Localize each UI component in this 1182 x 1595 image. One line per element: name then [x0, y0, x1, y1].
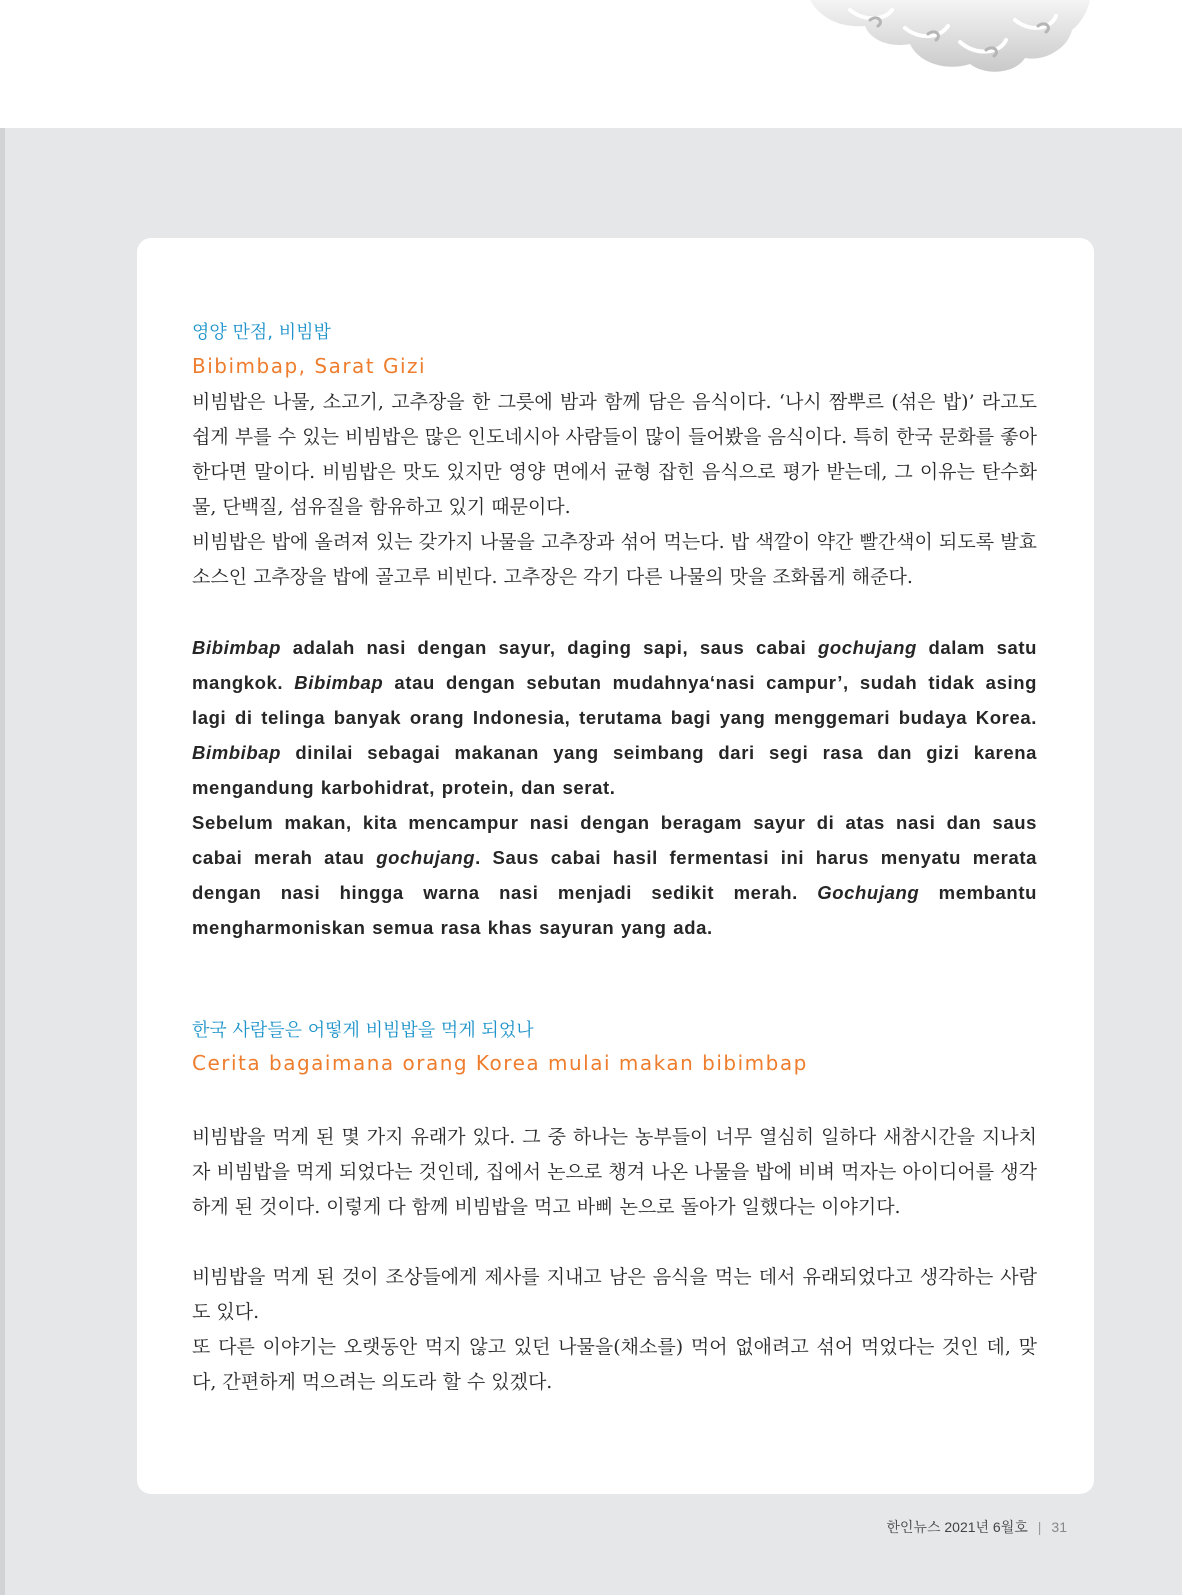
italic-term: Gochujang	[817, 882, 920, 903]
section1-ko-paragraph-2: 비빔밥은 밥에 올려져 있는 갖가지 나물을 고추장과 섞어 먹는다. 밥 색깔이 약간 빨간색이 되도록 발효 소스인 고추장을 밥에 골고루 비빈다. 고추장은 각기 다른 나물의 맛을 조화롭게 해준다.	[192, 531, 1037, 588]
section2-title-id: Cerita bagaimana orang Korea mulai makan bibimbap	[192, 1051, 808, 1075]
publication-name: 한인뉴스 2021년 6월호	[886, 1519, 1028, 1535]
italic-term: Bimbibap	[192, 742, 282, 763]
text-run: atau dengan sebutan mudahnya‘nasi campur’, sudah tidak asing lagi di telinga banyak orang Indonesia, terutama bagi yang menggemari budaya Korea.	[192, 672, 1037, 728]
text-run: Sebelum makan, kita mencampur nasi dengan beragam sayur di atas nasi dan saus cabai merah atau	[192, 812, 1037, 868]
section2-title-ko: 한국 사람들은 어떻게 비빔밥을 먹게 되었나	[192, 1020, 534, 1041]
italic-term: gochujang	[376, 847, 476, 868]
italic-term: gochujang	[817, 637, 917, 658]
header-band	[0, 0, 1182, 128]
text-run: dalam satu mangkok.	[192, 637, 1038, 693]
italic-term: Bibimbap	[294, 672, 384, 693]
text-run: membantu mengharmoniskan semua rasa khas sayuran yang ada.	[192, 882, 1037, 938]
cloud-ornament-icon	[810, 0, 1090, 78]
italic-term: Bibimbap	[192, 637, 282, 658]
section2-ko-paragraph-2: 비빔밥을 먹게 된 것이 조상들에게 제사를 지내고 남은 음식을 먹는 데서 유래되었다고 생각하는 사람도 있다.	[192, 1266, 1037, 1323]
text-run: dinilai sebagai makanan yang seimbang dari segi rasa dan gizi karena mengandung karbohidrat, protein, dan serat.	[192, 742, 1037, 798]
page-number: 31	[1051, 1519, 1067, 1535]
section1-id-paragraph-1	[192, 630, 1037, 805]
article-card	[137, 238, 1094, 1494]
section1-title-ko: 영양 만점, 비빔밥	[192, 322, 331, 343]
text-run: . Saus cabai hasil fermentasi ini harus menyatu merata dengan nasi hingga warna nasi menjadi sedikit merah.	[192, 847, 1037, 903]
section2-ko-paragraph-3: 또 다른 이야기는 오랫동안 먹지 않고 있던 나물을(채소를) 먹어 없애려고 섞어 먹었다는 것인 데, 맞다, 간편하게 먹으려는 의도라 할 수 있겠다.	[192, 1336, 1037, 1393]
section1-ko-paragraph-1: 비빔밥은 나물, 소고기, 고추장을 한 그릇에 밤과 함께 담은 음식이다. ‘나시 짬뿌르 (섞은 밥)’ 라고도 쉽게 부를 수 있는 비빔밥은 많은 인도네시아 사람들이 많이 들어봤을 음식이다. 특히 한국 문화를 좋아한다면 말이다. 비빔밥은 맛도 있지만 영양 면에서 균형 잡힌 음식으로 평가 받는데, 그 이유는 탄수화물, 단백질, 섬유질을 함유하고 있기 때문이다.	[192, 391, 1037, 518]
page-footer	[886, 1517, 1067, 1537]
left-margin-rule	[0, 128, 5, 1595]
footer-separator: |	[1037, 1519, 1042, 1535]
text-run: adalah nasi dengan sayur, daging sapi, saus cabai	[281, 637, 818, 658]
section2-ko-paragraph-1: 비빔밥을 먹게 된 몇 가지 유래가 있다. 그 중 하나는 농부들이 너무 열심히 일하다 새참시간을 지나치자 비빔밥을 먹게 되었다는 것인데, 집에서 논으로 챙겨 나온 나물을 밥에 비벼 먹자는 아이디어를 생각하게 된 것이다. 이렇게 다 함께 비빔밥을 먹고 바삐 논으로 돌아가 일했다는 이야기다.	[192, 1126, 1037, 1218]
section1-id-paragraph-2	[192, 805, 1037, 945]
section1-title-id: Bibimbap, Sarat Gizi	[192, 354, 427, 378]
